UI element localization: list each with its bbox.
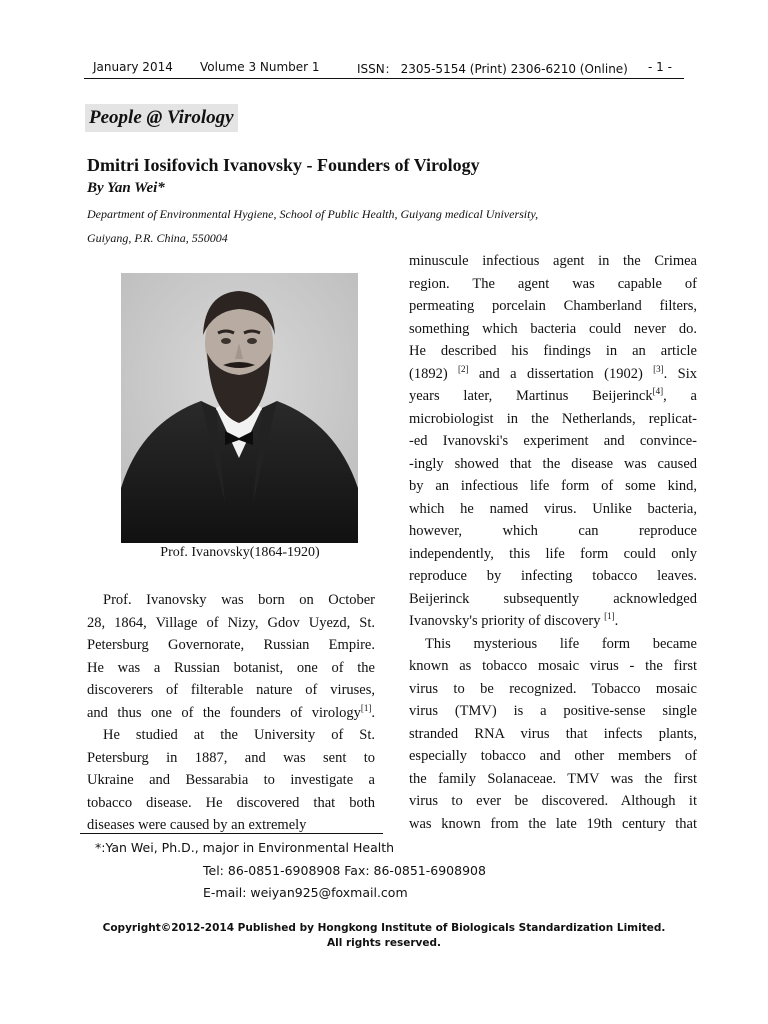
figure-caption: Prof. Ivanovsky(1864-1920) — [160, 545, 320, 560]
body-text-line — [409, 768, 697, 790]
text-run: He described his findings in an article — [409, 343, 697, 359]
text-run: years later, Martinus Beijerinck — [409, 388, 653, 404]
text-run: , a — [663, 388, 697, 404]
footnote-phone-fax: Tel: 86-0851-6908908 Fax: 86-0851-6908908 — [203, 863, 486, 878]
header-page-number: - 1 - — [648, 60, 672, 74]
affiliation-line-2: Guiyang, P.R. China, 550004 — [87, 231, 228, 245]
text-run: Ukraine and Bessarabia to investigate a — [87, 772, 375, 788]
text-run: independently, this life form could only — [409, 545, 697, 562]
text-run: Petersburg Governorate, Russian Empire. — [87, 637, 375, 653]
text-run: microbiologist in the Netherlands, replicat- — [409, 410, 697, 427]
text-run: known as tobacco mosaic virus - the first — [409, 658, 697, 674]
body-text-line — [87, 657, 375, 679]
text-run: discoverers of filterable nature of viruses, — [87, 682, 375, 698]
text-run: Ivanovsky's priority of discovery — [409, 613, 605, 629]
text-run: -ed Ivanovski's experiment and convince- — [409, 433, 697, 449]
body-text-line — [409, 408, 697, 430]
body-text-line — [409, 385, 697, 407]
body-text-line — [103, 724, 375, 746]
body-text-line — [409, 790, 697, 812]
text-run: and a dissertation (1902) — [468, 365, 654, 382]
body-text-line — [409, 340, 697, 362]
text-run: was known from the late 19th century that — [409, 815, 697, 832]
article-title: Dmitri Iosifovich Ivanovsky - Founders of Virology — [87, 155, 480, 175]
affiliation-line-1: Department of Environmental Hygiene, School of Public Health, Guiyang medical University, — [87, 207, 539, 221]
body-text-line — [87, 679, 375, 701]
body-text-line — [409, 610, 697, 632]
citation-ref: [1] — [360, 702, 372, 713]
portrait-photo — [121, 273, 358, 543]
citation-ref: [1] — [604, 611, 615, 621]
body-text-line — [409, 678, 697, 700]
body-text-line — [409, 250, 697, 272]
author-byline: By Yan Wei* — [87, 180, 165, 196]
body-text-line — [87, 792, 375, 814]
text-run: something which bacteria could never do. — [409, 320, 697, 337]
text-run: -ingly showed that the disease was caused — [409, 455, 697, 472]
text-run: stranded RNA virus that infects plants, — [409, 725, 697, 742]
footnote-email: E-mail: weiyan925@foxmail.com — [203, 885, 408, 900]
footnote-author: *:Yan Wei, Ph.D., major in Environmental Health — [95, 840, 395, 855]
text-run: He studied at the University of St. — [103, 727, 375, 743]
text-run: however, which can reproduce — [409, 523, 697, 539]
body-text-line — [409, 588, 697, 610]
text-run: region. The agent was capable of — [409, 275, 697, 292]
text-run: which he named virus. Unlike bacteria, — [409, 500, 697, 517]
text-run: Petersburg in 1887, and was sent to — [87, 749, 375, 766]
body-text-line — [409, 520, 697, 542]
section-tag: People @ Virology — [85, 104, 238, 132]
body-text-line — [409, 453, 697, 475]
copyright-line-1: Copyright©2012-2014 Published by Hongkong Institute of Biologicals Standardization Limited. — [102, 922, 666, 934]
text-run: permeating porcelain Chamberland filters, — [409, 298, 697, 314]
body-text-line — [87, 702, 375, 724]
header-date: January 2014 — [93, 60, 173, 74]
text-run: minuscule infectious agent in the Crimea — [409, 253, 697, 269]
text-run: virus to ever be discovered. Although it — [409, 793, 697, 809]
body-text-line — [103, 589, 375, 611]
body-text-line — [409, 745, 697, 767]
body-text-line — [87, 612, 375, 634]
text-run: the family Solanaceae. TMV was the first — [409, 770, 697, 787]
body-text-line — [409, 295, 697, 317]
header-rule — [84, 78, 684, 79]
portrait-illustration — [121, 273, 358, 543]
text-run: . — [614, 613, 619, 629]
body-text-line — [409, 813, 697, 835]
body-text-line — [409, 318, 697, 340]
citation-ref: [3] — [653, 363, 664, 374]
text-run: He was a Russian botanist, one of the — [87, 659, 375, 676]
body-text-line — [409, 273, 697, 295]
body-text-line — [409, 723, 697, 745]
text-run: by an infectious life form of some kind, — [409, 478, 697, 494]
citation-ref: [2] — [458, 363, 469, 374]
body-text-line — [409, 498, 697, 520]
text-run: . — [371, 704, 375, 721]
body-text-line — [409, 475, 697, 497]
text-run: and thus one of the founders of virology — [87, 704, 361, 721]
text-run: 28, 1864, Village of Nizy, Gdov Uyezd, St. — [87, 614, 375, 631]
body-text-line — [409, 565, 697, 587]
header-volume: Volume 3 Number 1 — [200, 60, 320, 74]
text-run: . Six — [663, 365, 697, 382]
text-run: diseases were caused by an extremely — [87, 817, 307, 833]
text-run: virus to be recognized. Tobacco mosaic — [409, 680, 697, 697]
body-text-line — [409, 543, 697, 565]
body-text-line — [425, 633, 697, 655]
text-run: virus (TMV) is a positive-sense single — [409, 703, 697, 719]
copyright-line-2: All rights reserved. — [327, 937, 441, 949]
body-text-line — [409, 430, 697, 452]
body-text-line — [409, 363, 697, 385]
body-text-line — [409, 700, 697, 722]
body-text-line — [87, 769, 375, 791]
header-issn: ISSN： 2305-5154 (Print) 2306-6210 (Online) — [357, 62, 628, 76]
text-run: reproduce by infecting tobacco leaves. — [409, 568, 697, 584]
citation-ref: [4] — [652, 386, 664, 396]
text-run: Beijerinck subsequently acknowledged — [409, 590, 697, 607]
text-run: This mysterious life form became — [425, 635, 697, 652]
text-run: especially tobacco and other members of — [409, 748, 697, 764]
text-run: Prof. Ivanovsky was born on October — [103, 592, 375, 608]
body-text-line — [87, 634, 375, 656]
footnote-rule — [80, 833, 383, 834]
text-run: tobacco disease. He discovered that both — [87, 794, 375, 811]
text-run: (1892) — [409, 365, 459, 382]
body-text-line — [87, 747, 375, 769]
body-text-line — [409, 655, 697, 677]
